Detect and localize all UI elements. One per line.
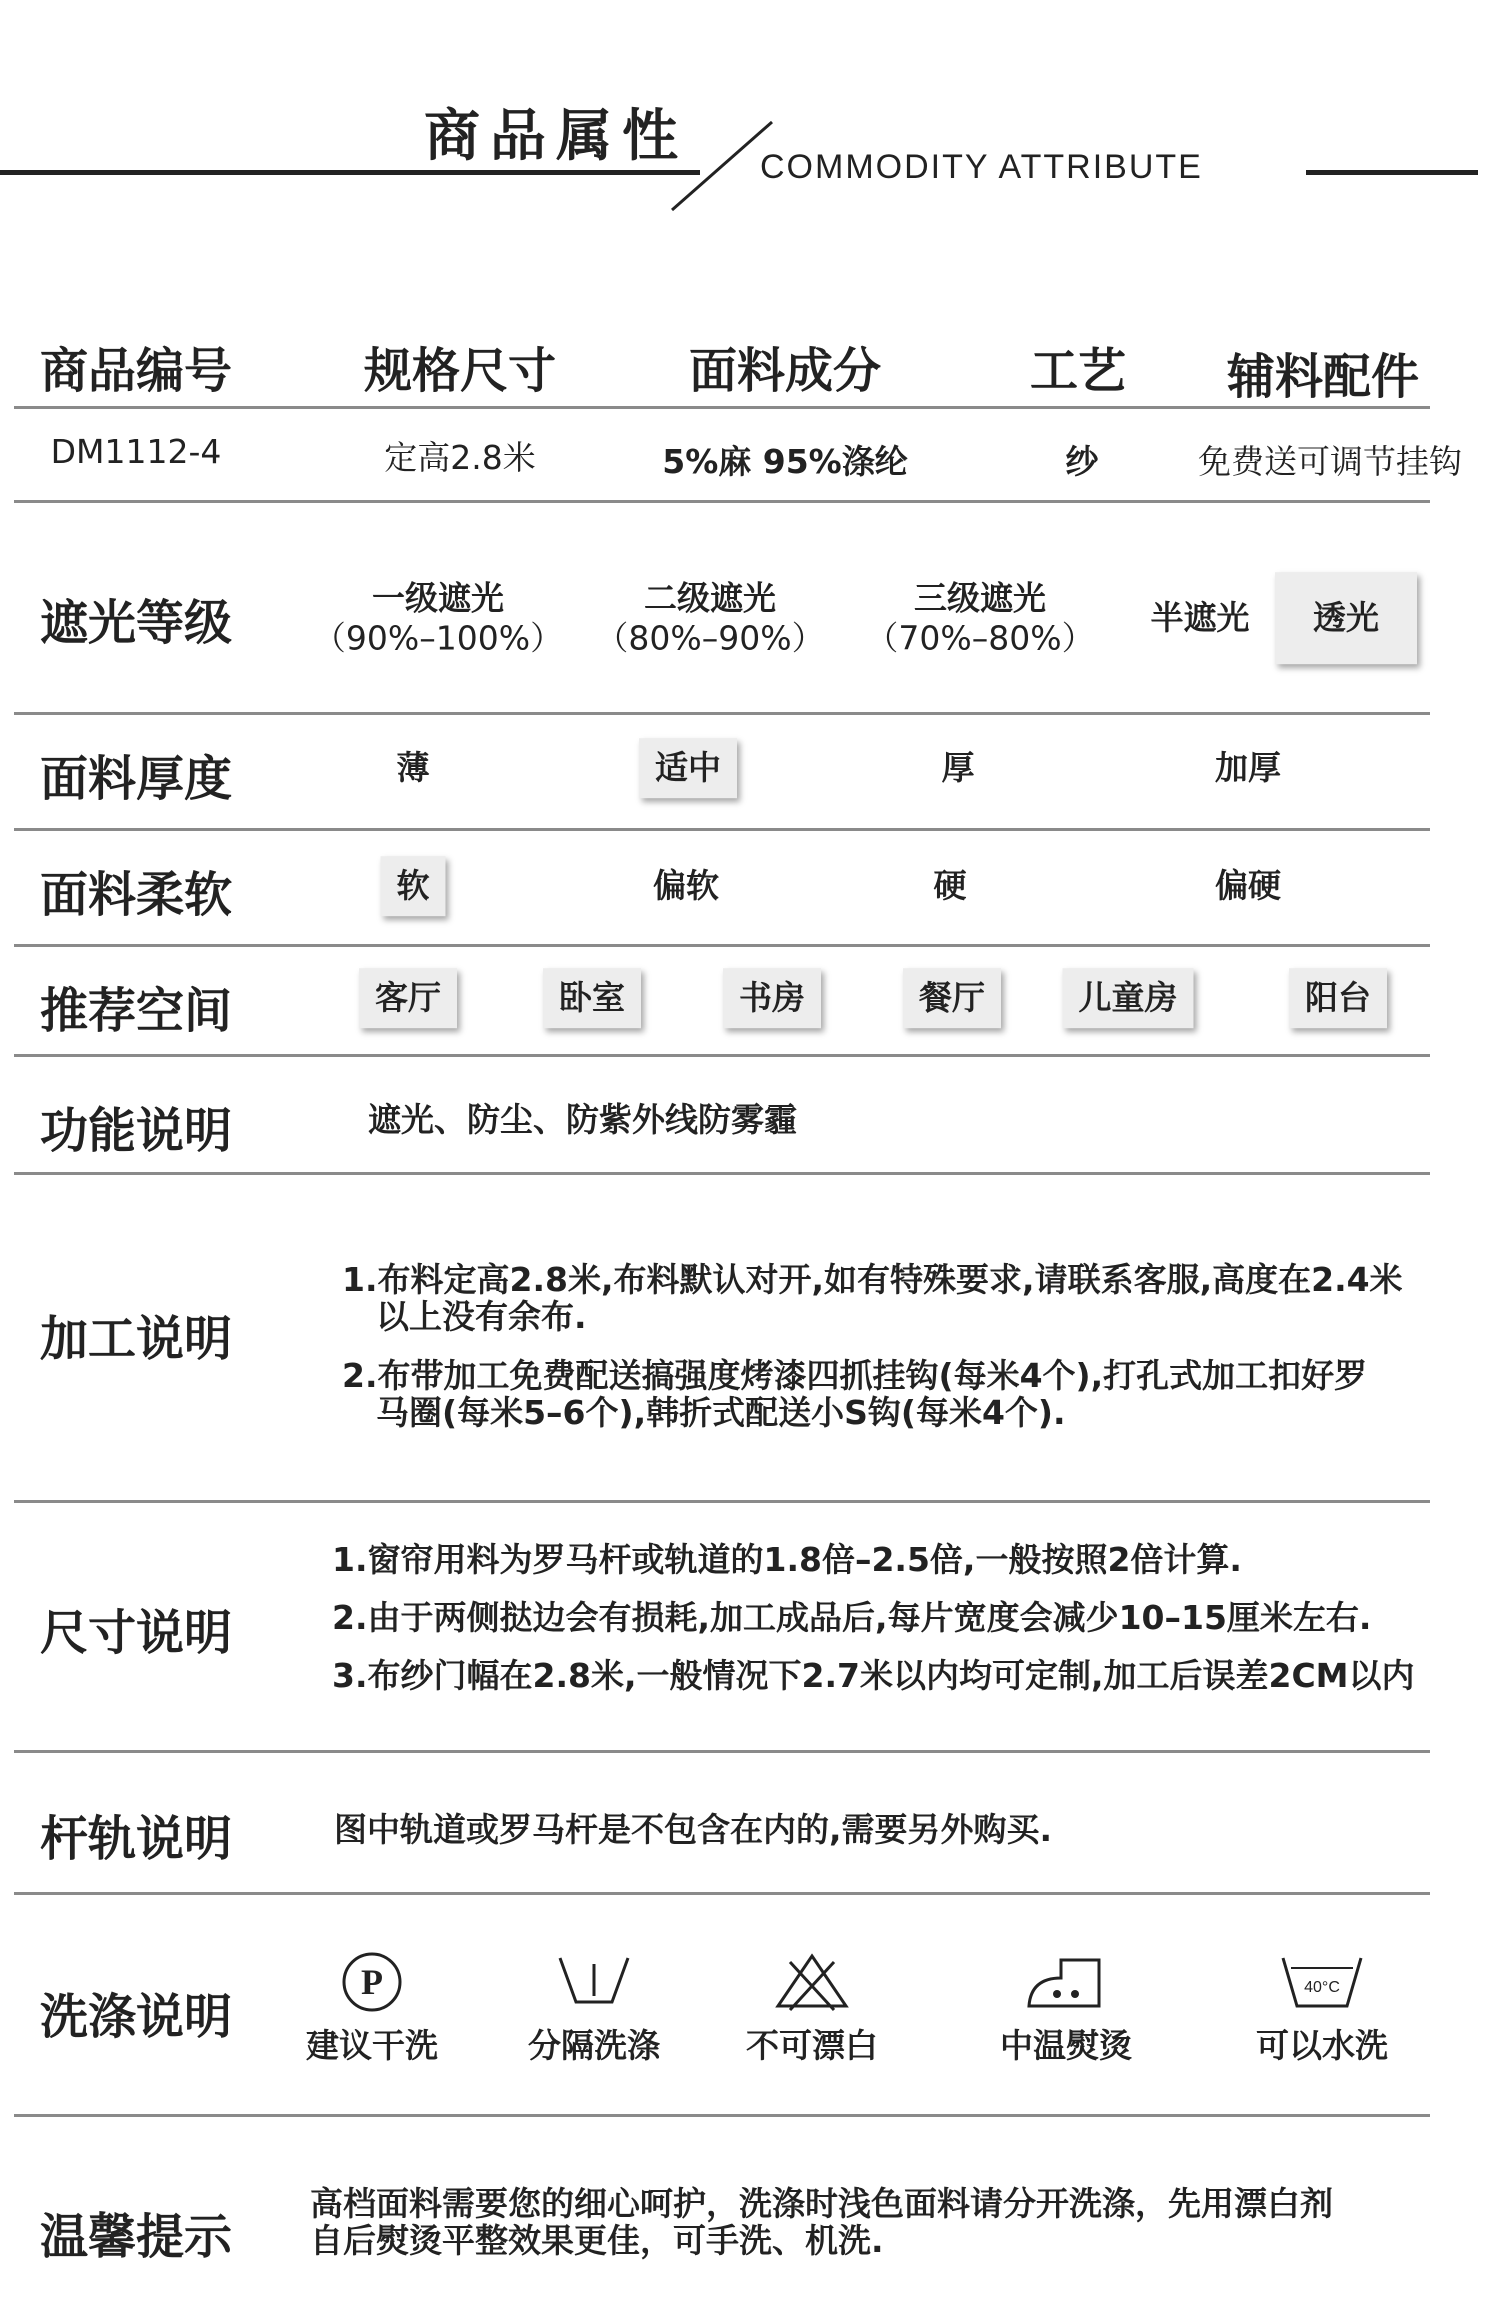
softness-option-slightly-soft: 偏软 [653,866,719,906]
size-label: 尺寸说明 [40,1605,233,1661]
header-title-cn: 商品属性 [424,104,688,169]
shading-option-2 [595,578,824,657]
no-bleach-icon [772,1950,852,2014]
rooms-label: 推荐空间 [40,983,233,1039]
wash-basin-icon [554,1950,634,2014]
processing-line-1b: 以上没有余布. [376,1296,587,1336]
thickness-option-extra-thick: 加厚 [1215,748,1281,788]
processing-line-2 [342,1358,1367,1432]
processing-label: 加工说明 [40,1311,233,1367]
shading-option-translucent-selected: 透光 [1275,572,1417,664]
col-header-size: 规格尺寸 [363,343,557,399]
processing-line-2a: 2.布带加工免费配送搞强度烤漆四抓挂钩(每米4个),打孔式加工扣好罗 [342,1356,1368,1395]
shading-label: 遮光等级 [40,595,233,651]
wash-item-water-wash [1256,1950,1388,2067]
wash-item-dry-clean [306,1950,438,2067]
divider [14,500,1430,503]
divider [14,712,1430,715]
wash-label-dry-clean: 建议干洗 [306,2026,438,2065]
option-range: （90%–100%） [312,618,564,657]
size-line-3: 3.布纱门幅在2.8米,一般情况下2.7米以内均可定制,加工后误差2CM以内 [332,1656,1415,1695]
softness-option-slightly-hard: 偏硬 [1215,866,1281,906]
col-header-accessories: 辅料配件 [1226,349,1420,405]
col-header-item-no: 商品编号 [39,343,233,399]
function-text: 遮光、防尘、防紫外线防雾霾 [368,1100,797,1139]
shading-option-3 [865,578,1094,657]
room-study: 书房 [723,968,821,1028]
divider [14,1750,1430,1753]
wash-item-no-bleach [746,1950,878,2067]
processing-line-1a: 1.布料定高2.8米,布料默认对开,如有特殊要求,请联系客服,高度在2.4米 [342,1260,1403,1299]
tips-line-1: 高档面料需要您的细心呵护，洗涤时浅色面料请分开洗涤，先用漂白剂 [310,2184,1333,2223]
wash-label-separate: 分隔洗涤 [528,2026,660,2065]
divider [14,1500,1430,1503]
thickness-option-medium-selected: 适中 [639,738,737,798]
thickness-option-thin: 薄 [396,748,430,788]
room-balcony: 阳台 [1289,968,1387,1028]
svg-text:40°C: 40°C [1304,1979,1340,1996]
wash-item-separate [528,1950,660,2067]
value-fabric: 5%麻 95%涤纶 [662,442,908,481]
divider [14,1054,1430,1057]
option-range: （70%–80%） [865,618,1095,657]
wash-item-iron [1000,1950,1132,2067]
value-craft: 纱 [1065,442,1099,481]
divider [14,406,1430,409]
iron-medium-icon [1021,1950,1111,2014]
wash-label-iron: 中温熨烫 [1000,2026,1132,2065]
room-bedroom: 卧室 [543,968,641,1028]
option-name: 一级遮光 [371,578,504,618]
divider [14,1892,1430,1895]
softness-label: 面料柔软 [40,867,233,923]
thickness-label: 面料厚度 [40,751,233,807]
shading-option-1 [313,578,563,657]
dry-clean-p-icon [340,1950,404,2014]
shading-option-half: 半遮光 [1150,598,1250,638]
room-dining: 餐厅 [903,968,1001,1028]
header-right-line [1306,170,1478,175]
option-name: 二级遮光 [643,578,776,618]
col-header-fabric: 面料成分 [688,343,882,399]
divider [14,828,1430,831]
divider [14,944,1430,947]
tips-text [310,2186,1333,2260]
value-accessories: 免费送可调节挂钩 [1198,442,1462,481]
processing-line-2b: 马圈(每米5–6个),韩折式配送小S钩(每米4个). [376,1392,1066,1432]
col-header-craft: 工艺 [1029,343,1127,399]
rail-label: 杆轨说明 [40,1811,233,1867]
function-label: 功能说明 [40,1103,233,1159]
tips-line-2: 自后熨烫平整效果更佳，可手洗、机洗. [310,2220,884,2260]
header-title-en: COMMODITY ATTRIBUTE [760,148,1203,186]
wash-40c-icon [1277,1950,1367,2014]
value-size: 定高2.8米 [384,438,536,477]
tips-label: 温馨提示 [40,2209,233,2265]
size-line-1: 1.窗帘用料为罗马杆或轨道的1.8倍–2.5倍,一般按照2倍计算. [332,1540,1242,1579]
thickness-option-thick: 厚 [941,748,975,788]
rail-text: 图中轨道或罗马杆是不包含在内的,需要另外购买. [334,1810,1053,1849]
value-item-no: DM1112-4 [50,432,222,471]
divider [14,1172,1430,1175]
softness-option-hard: 硬 [933,866,967,906]
softness-option-soft-selected: 软 [381,856,446,916]
svg-text:P: P [361,1962,383,2002]
washing-label: 洗涤说明 [40,1989,233,2045]
processing-line-1 [342,1262,1403,1336]
wash-label-water-wash: 可以水洗 [1256,2026,1388,2065]
size-line-2: 2.由于两侧挞边会有损耗,加工成品后,每片宽度会减少10–15厘米左右. [332,1598,1372,1637]
wash-label-no-bleach: 不可漂白 [746,2026,878,2065]
divider [14,2114,1430,2117]
option-range: （80%–90%） [595,618,825,657]
room-kids: 儿童房 [1063,968,1194,1028]
room-living: 客厅 [359,968,457,1028]
option-name: 三级遮光 [913,578,1046,618]
